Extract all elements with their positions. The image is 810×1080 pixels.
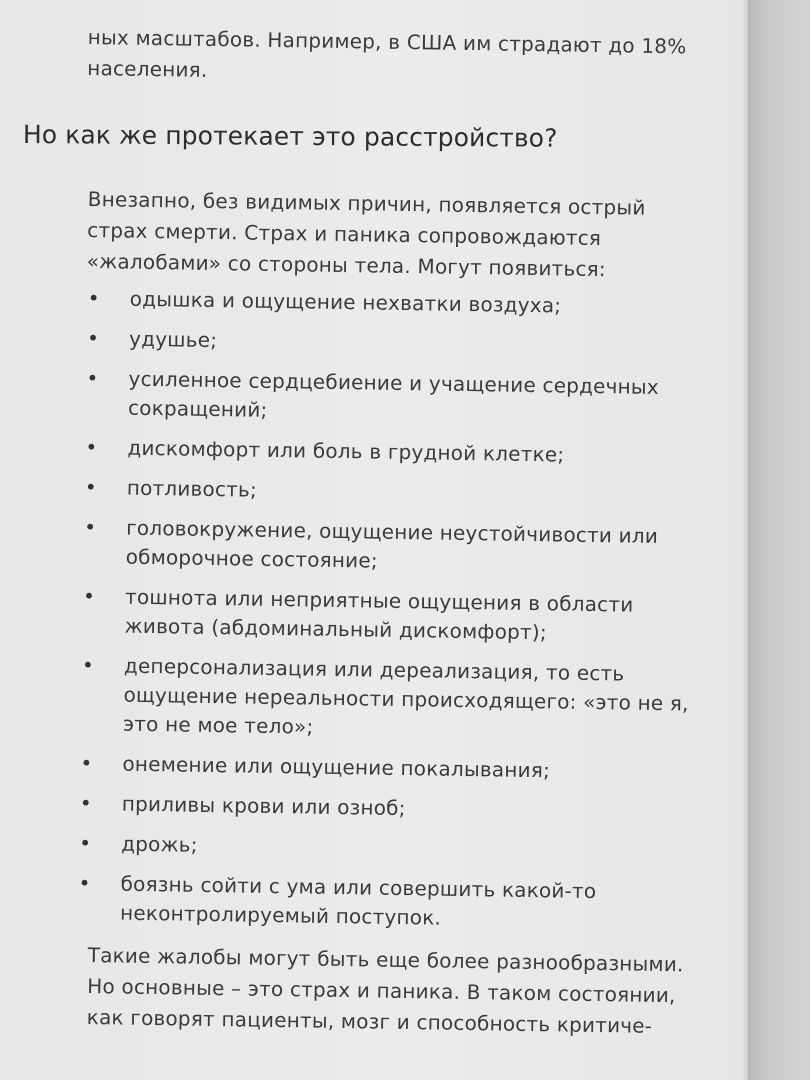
list-item-text: дискомфорт или боль в грудной клетке; (127, 435, 565, 467)
list-item (85, 324, 705, 363)
list-item-text: онемение или ощущение покалывания; (122, 751, 551, 783)
list-item-text: тошнота или неприятные ощущения в области живота (абдоминальный дискомфорт); (124, 584, 634, 645)
list-item (86, 284, 706, 323)
top-paragraph: ных масштабов. Например, в США им страдают до 18% населения. (87, 24, 687, 82)
list-item (77, 829, 697, 868)
bullet-icon: • (79, 830, 92, 856)
list-item (80, 582, 701, 650)
list-item (81, 513, 702, 581)
book-edge (748, 0, 810, 1080)
list-item (76, 869, 697, 937)
bullet-icon: • (81, 652, 95, 678)
list-item-text: деперсонализация или дереализация, то есть ощущение нереальности происходящего: «это не я, это не мое тело»; (122, 653, 689, 739)
list-item (83, 433, 703, 472)
symptom-list (76, 284, 706, 948)
list-item (78, 789, 698, 828)
list-item (83, 473, 703, 512)
list-item (79, 651, 700, 748)
section-heading: Но как же протекает это расстройство? (22, 120, 558, 153)
bullet-icon: • (84, 475, 97, 500)
bullet-icon: • (86, 366, 99, 391)
closing-paragraph: Такие жалобы могут быть еще более разнообразными. Но основные – это страх и паника. В таком состоянии, как говорят пациенты, мозг и способность критиче- (86, 942, 684, 1038)
bullet-icon: • (82, 583, 96, 609)
bullet-icon: • (83, 515, 97, 540)
bullet-icon: • (87, 286, 100, 311)
list-item-text: усиленное сердцебиение и учащение сердечных сокращений; (127, 366, 660, 422)
list-item (84, 364, 705, 432)
list-item-text: потливость; (126, 475, 258, 502)
list-item-text: боязнь сойти с ума или совершить какой-то неконтролируемый поступок. (119, 871, 597, 930)
list-item (78, 749, 698, 788)
list-item-text: одышка и ощущение нехватки воздуха; (129, 286, 562, 318)
bullet-icon: • (85, 435, 98, 460)
list-item-text: удушье; (128, 326, 218, 353)
list-item-text: головокружение, ощущение неустойчивости или обморочное состояние; (125, 515, 659, 573)
list-item-text: приливы крови или озноб; (121, 791, 406, 821)
bullet-icon: • (86, 326, 100, 351)
list-item-text: дрожь; (121, 831, 198, 857)
bullet-icon: • (79, 790, 93, 816)
intro-paragraph: Внезапно, без видимых причин, появляется острый страх смерти. Страх и паника сопровождаются «жалобами» со стороны тела. Могут появиться: (86, 186, 646, 282)
bullet-icon: • (80, 750, 93, 776)
bullet-icon: • (78, 870, 91, 896)
